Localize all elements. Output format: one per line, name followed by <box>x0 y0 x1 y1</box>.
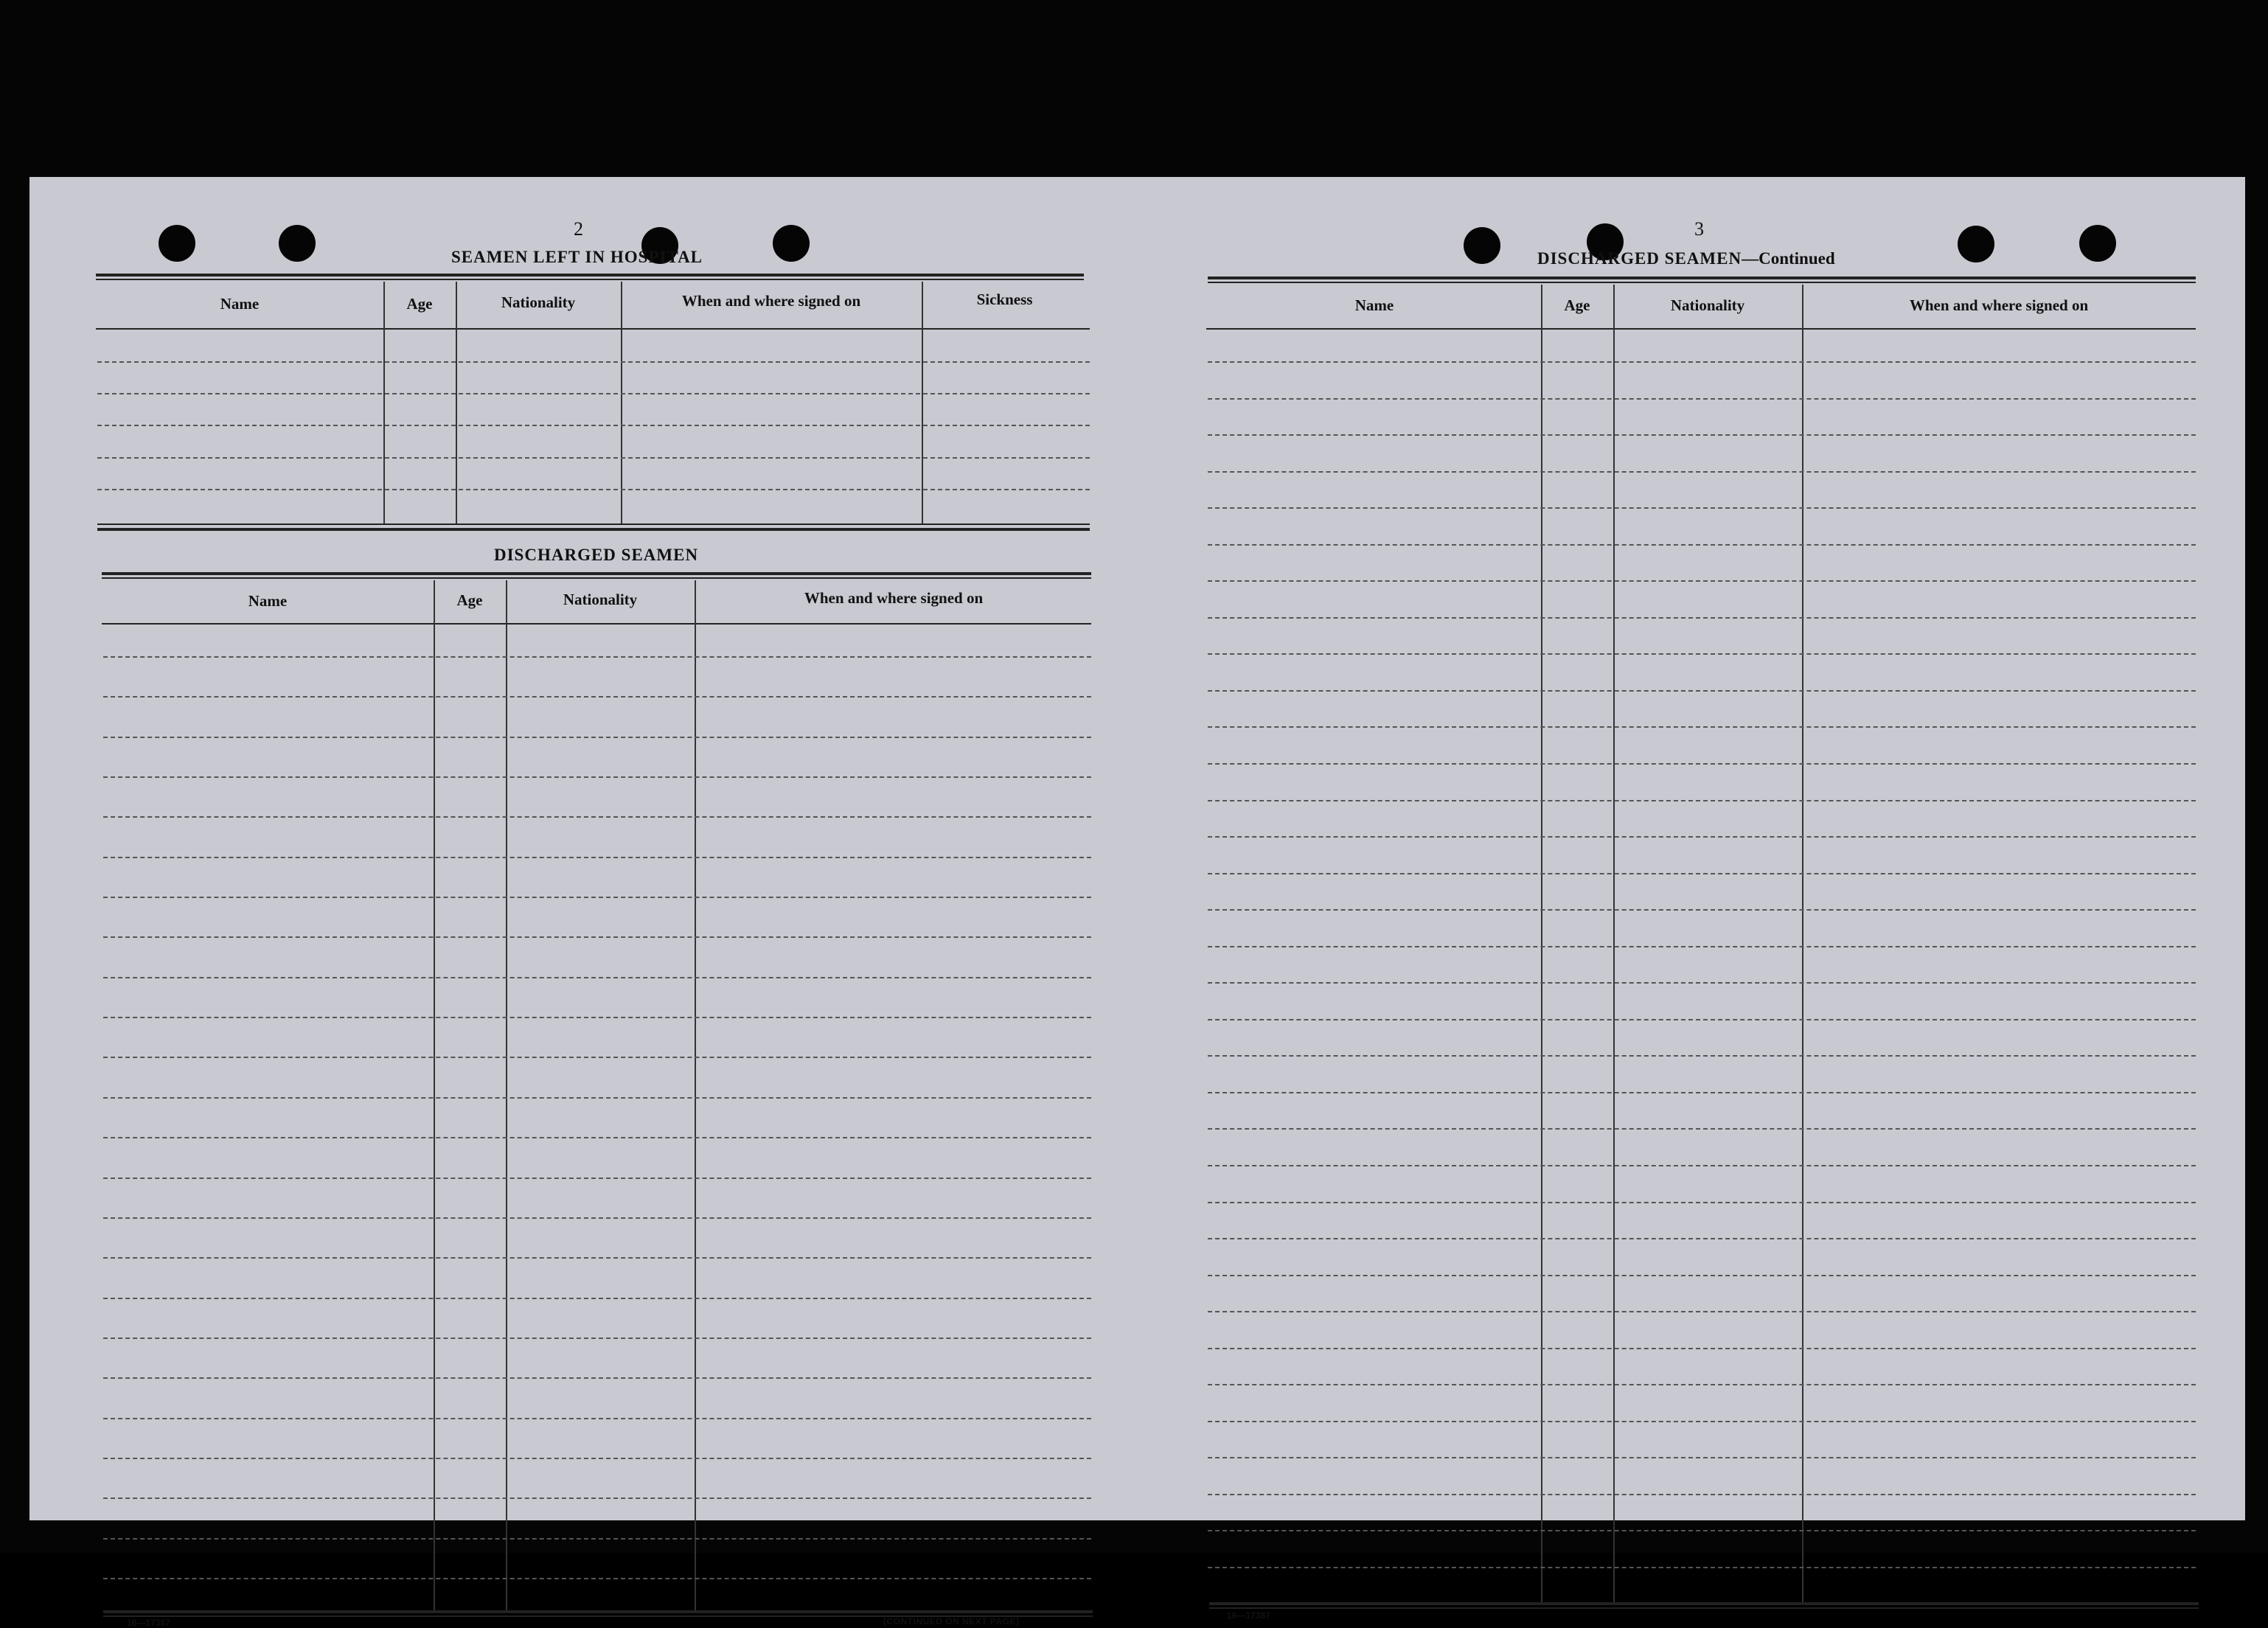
table-row <box>97 361 1090 363</box>
hospital-section-title: SEAMEN LEFT IN HOSPITAL <box>451 248 703 266</box>
column-header-signed-on: When and where signed on <box>804 589 984 607</box>
table-row <box>1208 726 2196 728</box>
table-bottom-rule <box>1209 1607 2199 1609</box>
punch-hole <box>773 225 810 262</box>
table-row <box>103 696 1091 698</box>
table-row <box>103 897 1091 898</box>
column-header-name: Name <box>1354 296 1394 314</box>
table-bottom-rule <box>103 1610 1093 1613</box>
table-row <box>103 656 1091 658</box>
column-header-signed-on: When and where signed on <box>681 292 861 310</box>
table-row <box>1208 1092 2196 1093</box>
page-number: 3 <box>1694 218 1704 240</box>
table-row <box>103 1458 1091 1459</box>
column-header-nationality: Nationality <box>1670 296 1745 314</box>
table-row <box>1208 909 2196 911</box>
table-row <box>97 457 1090 459</box>
table-row <box>1208 507 2196 509</box>
table-row <box>97 393 1090 394</box>
table-top-rule <box>1208 282 2196 283</box>
table-row <box>1208 398 2196 400</box>
table-row <box>103 977 1091 978</box>
table-row <box>1208 1202 2196 1203</box>
table-top-rule <box>1208 276 2196 279</box>
table-row <box>1208 1494 2196 1495</box>
table-row <box>103 1578 1091 1579</box>
column-header-nationality: Nationality <box>563 591 638 608</box>
continued-note: [CONTINUED ON NEXT PAGE] <box>883 1616 1020 1627</box>
punch-hole <box>1958 226 1994 262</box>
table-bottom-rule <box>97 528 1090 531</box>
table-row <box>103 1017 1091 1018</box>
table-top-rule <box>96 279 1084 280</box>
table-row <box>1208 836 2196 838</box>
table-row <box>103 1538 1091 1540</box>
table-row <box>103 1137 1091 1138</box>
table-row <box>1208 1019 2196 1020</box>
table-row <box>1208 1238 2196 1239</box>
table-row <box>1208 1311 2196 1312</box>
table-row <box>1208 1567 2196 1568</box>
table-row <box>1208 1275 2196 1276</box>
table-row <box>1208 580 2196 582</box>
table-bottom-rule <box>97 523 1090 525</box>
table-row <box>1208 873 2196 874</box>
ledger-spread <box>29 177 2245 1628</box>
column-header-name: Name <box>248 592 288 610</box>
table-row <box>1208 800 2196 801</box>
column-header-age: Age <box>456 591 483 609</box>
column-divider <box>456 282 457 523</box>
table-bottom-rule <box>1209 1602 2199 1605</box>
column-divider <box>1613 285 1615 1603</box>
column-divider <box>506 580 507 1610</box>
table-row <box>103 1497 1091 1499</box>
table-row <box>103 1057 1091 1058</box>
table-row <box>1208 1055 2196 1057</box>
table-row <box>103 1377 1091 1379</box>
table-row <box>1208 617 2196 619</box>
table-row <box>1208 653 2196 655</box>
table-top-rule <box>102 577 1091 579</box>
column-divider <box>383 282 385 523</box>
form-number: 16—17387 <box>1227 1610 1270 1621</box>
table-row <box>103 1177 1091 1179</box>
table-row <box>1208 763 2196 765</box>
discharged-section-title: DISCHARGED SEAMEN <box>494 546 699 564</box>
column-header-nationality: Nationality <box>501 293 576 311</box>
header-underline <box>96 328 1090 330</box>
table-row <box>103 1217 1091 1219</box>
table-row <box>1208 1421 2196 1422</box>
table-top-rule <box>102 572 1091 575</box>
column-header-age: Age <box>1564 296 1590 314</box>
column-divider <box>621 282 622 523</box>
table-row <box>1208 1128 2196 1130</box>
column-divider <box>695 580 696 1610</box>
table-row <box>1208 982 2196 984</box>
table-row <box>103 1298 1091 1299</box>
column-divider <box>1802 285 1803 1603</box>
form-number: 16—17387 <box>127 1618 170 1628</box>
table-row <box>1208 361 2196 363</box>
punch-hole <box>1464 227 1500 264</box>
column-header-age: Age <box>406 295 433 313</box>
table-row <box>1208 471 2196 473</box>
table-row <box>1208 1457 2196 1458</box>
page-number: 2 <box>574 218 583 240</box>
table-row <box>103 776 1091 778</box>
table-row <box>1208 1384 2196 1385</box>
table-row <box>103 1337 1091 1339</box>
punch-hole <box>279 225 316 262</box>
table-row <box>1208 1348 2196 1349</box>
section-title-main: DISCHARGED SEAMEN <box>1537 249 1742 268</box>
table-row <box>1208 1165 2196 1166</box>
punch-hole <box>2079 225 2116 262</box>
table-row <box>97 425 1090 426</box>
table-row <box>1208 1530 2196 1531</box>
column-divider <box>1541 285 1542 1603</box>
table-row <box>103 737 1091 738</box>
table-row <box>103 816 1091 818</box>
table-row <box>103 857 1091 858</box>
column-divider <box>922 282 923 523</box>
table-row <box>103 1097 1091 1099</box>
table-top-rule <box>96 274 1084 276</box>
section-title-suffix: —Continued <box>1742 249 1835 268</box>
section-title <box>1537 249 1835 268</box>
table-row <box>1208 946 2196 947</box>
column-header-sickness: Sickness <box>976 291 1033 308</box>
table-row <box>1208 690 2196 692</box>
header-underline <box>1206 328 2196 330</box>
punch-hole <box>159 225 195 262</box>
column-header-name: Name <box>220 295 260 313</box>
table-row <box>103 1418 1091 1419</box>
table-row <box>1208 434 2196 436</box>
column-divider <box>434 580 435 1610</box>
header-underline <box>102 623 1091 625</box>
column-header-signed-on: When and where signed on <box>1909 296 2089 314</box>
table-row <box>103 936 1091 938</box>
table-row <box>97 489 1090 490</box>
table-row <box>1208 544 2196 546</box>
table-row <box>103 1257 1091 1259</box>
